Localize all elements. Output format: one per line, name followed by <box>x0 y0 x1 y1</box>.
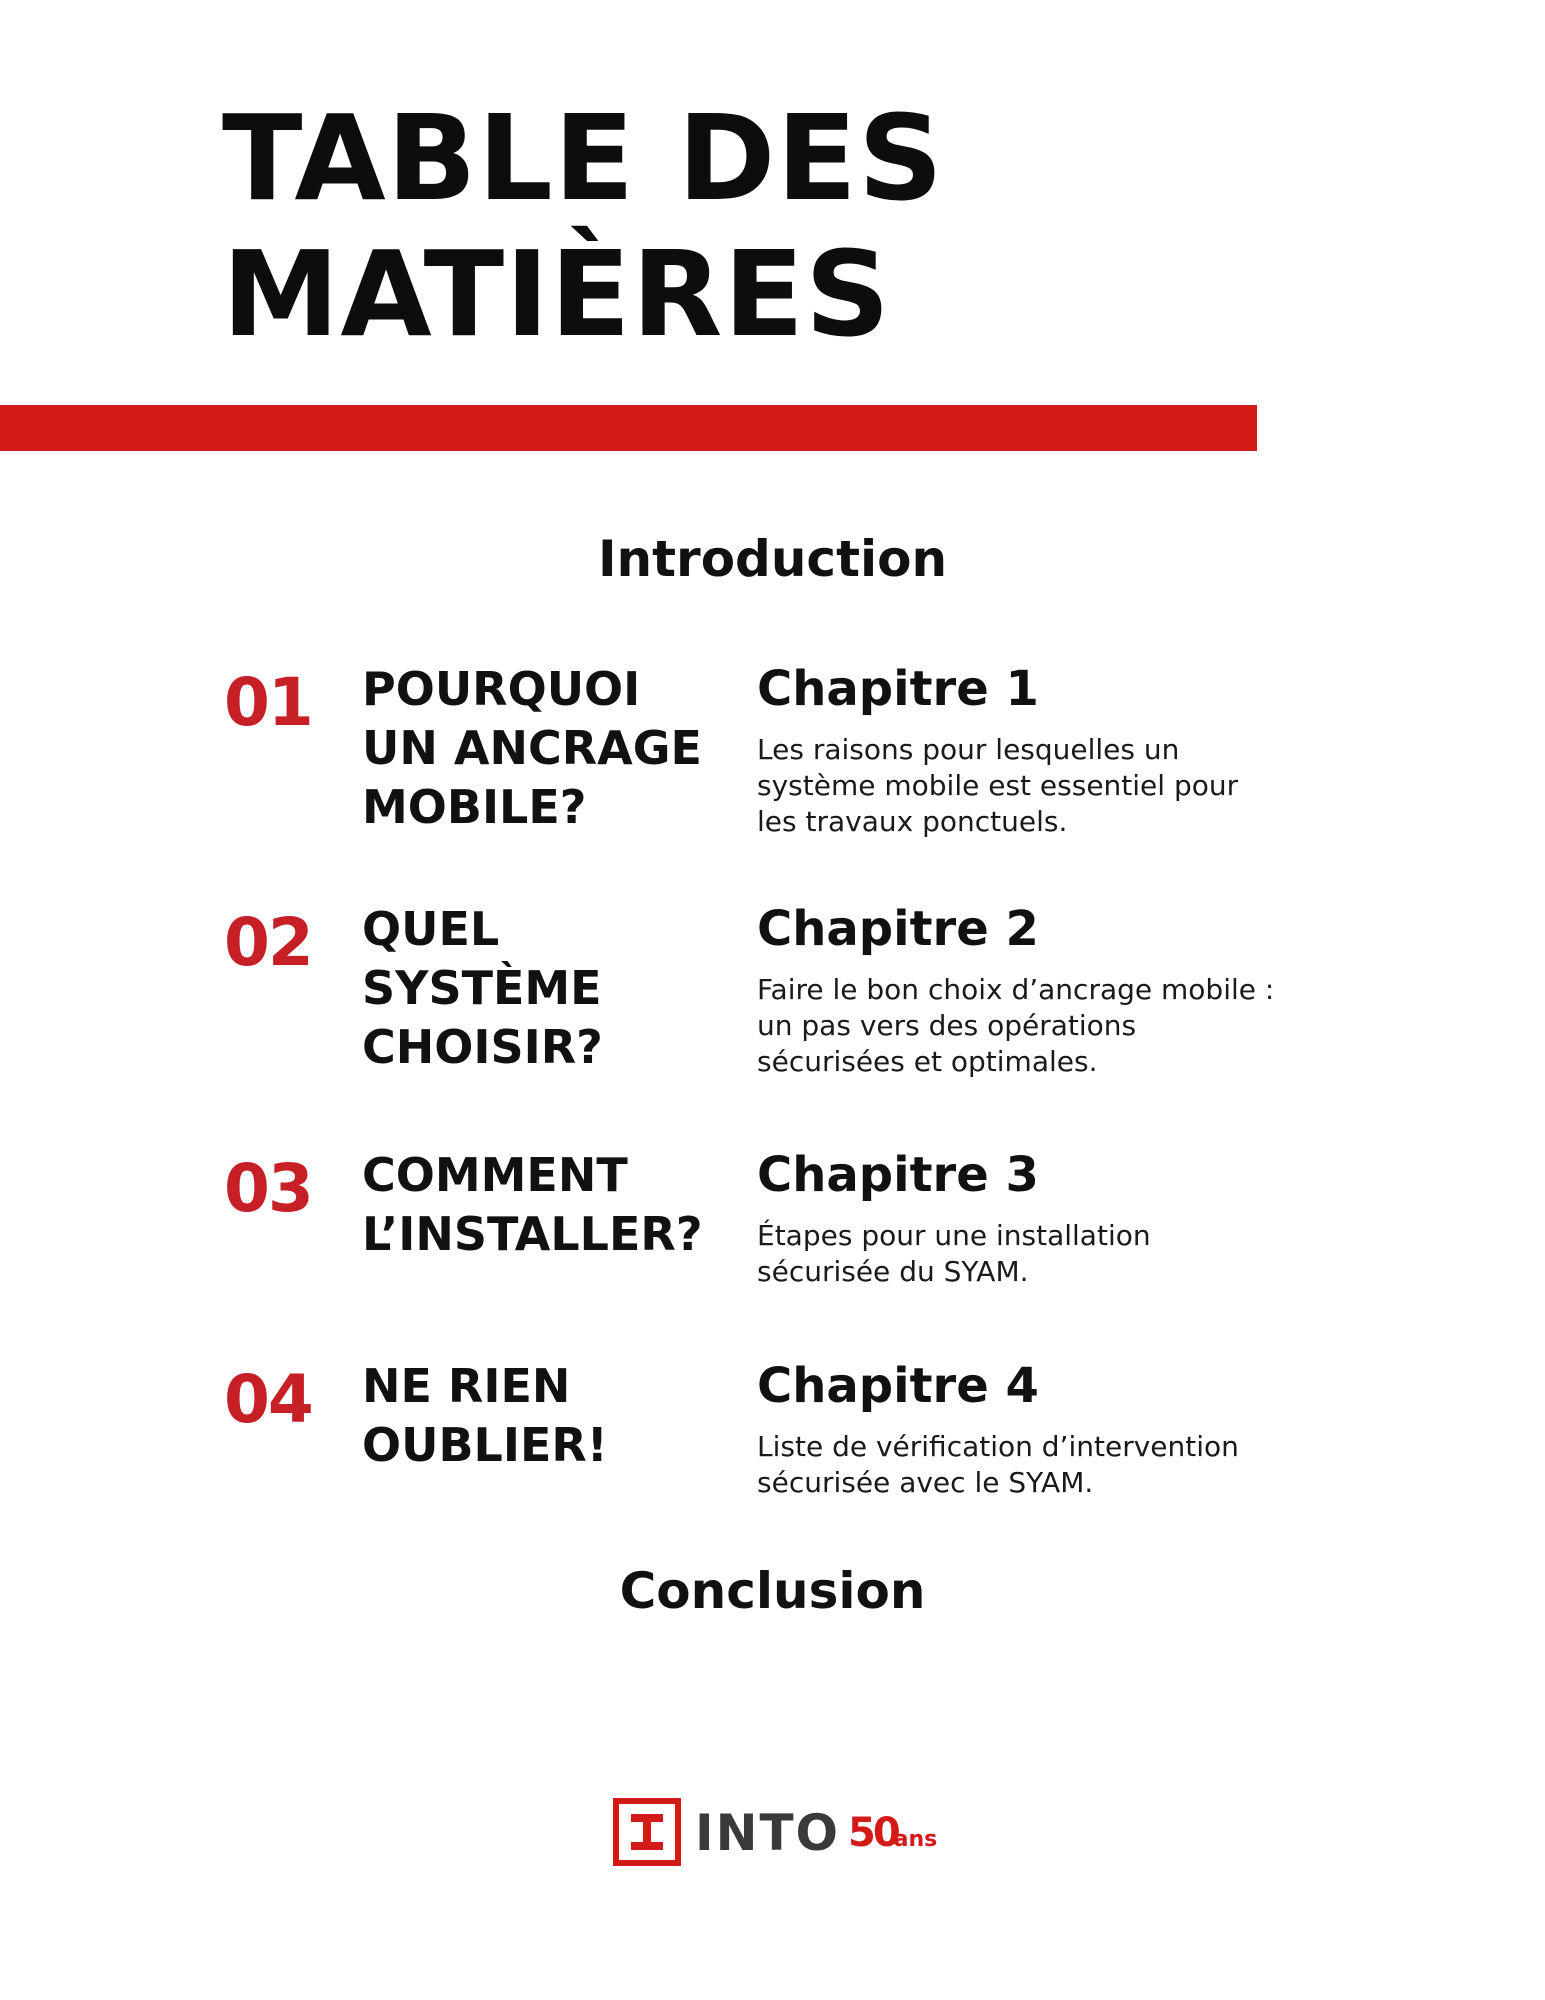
chapter-number: 04 <box>224 1361 312 1438</box>
chapter-description-line: sécurisée avec le SYAM. <box>757 1466 1094 1499</box>
chapter-title: Chapitre 4 <box>757 1358 1039 1414</box>
chapter-description-line: Faire le bon choix d’ancrage mobile : <box>757 973 1275 1006</box>
chapter-topic-line: OUBLIER! <box>362 1418 608 1472</box>
page-title-line-2: MATIÈRES <box>222 225 892 363</box>
chapter-topic-line: NE RIEN <box>362 1359 571 1413</box>
introduction-heading[interactable]: Introduction <box>597 530 948 588</box>
chapter-description <box>757 732 1238 840</box>
red-divider-bar <box>0 405 1257 451</box>
chapter-description-line: système mobile est essentiel pour <box>757 769 1239 802</box>
chapter-topic-line: UN ANCRAGE <box>362 721 702 775</box>
chapter-title: Chapitre 3 <box>757 1147 1039 1203</box>
chapter-number: 02 <box>224 904 312 981</box>
chapter-description <box>757 1429 1239 1501</box>
chapter-description <box>757 972 1274 1080</box>
chapter-description <box>757 1218 1151 1290</box>
chapter-topic <box>362 660 702 837</box>
chapter-number: 01 <box>224 664 312 741</box>
chapter-description-line: Les raisons pour lesquelles un <box>757 733 1180 766</box>
chapter-topic-line: QUEL <box>362 902 500 956</box>
chapter-number: 03 <box>224 1150 312 1227</box>
anniversary-number: 50 <box>848 1810 898 1856</box>
logo-wordmark: INTO <box>695 1804 841 1862</box>
chapter-description-line: Liste de vérification d’intervention <box>757 1430 1239 1463</box>
page-title <box>222 90 944 362</box>
chapter-topic-line: L’INSTALLER? <box>362 1207 703 1261</box>
chapter-topic-line: CHOISIR? <box>362 1020 603 1074</box>
chapter-description-line: les travaux ponctuels. <box>757 805 1068 838</box>
chapter-topic <box>362 1146 703 1264</box>
anniversary-badge <box>848 1810 937 1856</box>
logo-mark-icon <box>613 1798 681 1866</box>
chapter-title: Chapitre 1 <box>757 661 1039 717</box>
anniversary-suffix: ans <box>893 1827 938 1852</box>
chapter-description-line: un pas vers des opérations <box>757 1009 1137 1042</box>
chapter-title: Chapitre 2 <box>757 901 1039 957</box>
chapter-topic <box>362 1357 608 1475</box>
chapter-topic-line: MOBILE? <box>362 780 587 834</box>
chapter-description-line: Étapes pour une installation <box>757 1219 1151 1252</box>
chapter-description-line: sécurisée du SYAM. <box>757 1255 1029 1288</box>
chapter-topic-line: COMMENT <box>362 1148 628 1202</box>
page-title-line-1: TABLE DES <box>222 89 945 227</box>
chapter-topic <box>362 900 603 1077</box>
conclusion-heading[interactable]: Conclusion <box>619 1562 926 1620</box>
chapter-topic-line: POURQUOI <box>362 662 641 716</box>
chapter-topic-line: SYSTÈME <box>362 961 602 1015</box>
chapter-description-line: sécurisées et optimales. <box>757 1045 1098 1078</box>
